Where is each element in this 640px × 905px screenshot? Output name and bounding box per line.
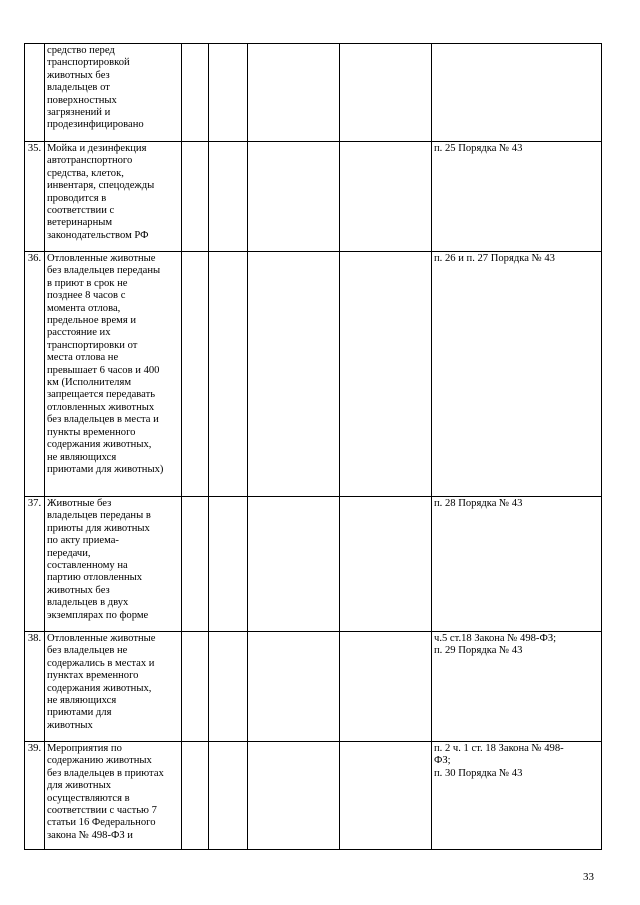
legal-reference: п. 25 Порядка № 43	[432, 142, 602, 252]
legal-reference: п. 28 Порядка № 43	[432, 497, 602, 632]
row-number: 38.	[25, 632, 45, 742]
empty-cell	[182, 632, 209, 742]
empty-cell	[248, 742, 340, 850]
row-number	[25, 44, 45, 142]
empty-cell	[340, 252, 432, 497]
table-row	[25, 632, 602, 742]
empty-cell	[182, 44, 209, 142]
legal-reference	[432, 44, 602, 142]
inspection-checklist-table	[24, 43, 602, 850]
empty-cell	[248, 632, 340, 742]
empty-cell	[340, 44, 432, 142]
table-row	[25, 44, 602, 142]
empty-cell	[340, 142, 432, 252]
requirement-text: средство перед транспортировкой животных без владельцев от поверхностных загрязнений и продезинфицировано	[45, 44, 182, 142]
empty-cell	[182, 497, 209, 632]
empty-cell	[248, 44, 340, 142]
row-number: 36.	[25, 252, 45, 497]
legal-reference: ч.5 ст.18 Закона № 498-ФЗ; п. 29 Порядка № 43	[432, 632, 602, 742]
requirement-text: Мойка и дезинфекция автотранспортного средства, клеток, инвентаря, спецодежды проводится в соответствии с ветеринарным законодательством РФ	[45, 142, 182, 252]
requirement-text: Животные без владельцев переданы в приюты для животных по акту приема- передачи, составленному на партию отловленных животных без владельцев в двух экземплярах по форме	[45, 497, 182, 632]
requirement-text: Мероприятия по содержанию животных без владельцев в приютах для животных осуществляются в соответствии с частью 7 статьи 16 Федерального закона № 498-ФЗ и	[45, 742, 182, 850]
empty-cell	[340, 742, 432, 850]
legal-reference: п. 26 и п. 27 Порядка № 43	[432, 252, 602, 497]
row-number: 39.	[25, 742, 45, 850]
empty-cell	[209, 497, 248, 632]
page-number: 33	[583, 871, 594, 883]
empty-cell	[182, 742, 209, 850]
empty-cell	[209, 632, 248, 742]
empty-cell	[248, 252, 340, 497]
table-row	[25, 252, 602, 497]
requirement-text: Отловленные животные без владельцев переданы в приют в срок не позднее 8 часов с момента отлова, предельное время и расстояние их транспортировки от места отлова не превышает 6 часов и 400 км (Исполнителям запрещается передавать отловленных животных без владельцев в места и пункты временного содержания животных, не являющихся приютами для животных)	[45, 252, 182, 497]
requirement-text: Отловленные животные без владельцев не содержались в местах и пунктах временного содержания животных, не являющихся приютами для животных	[45, 632, 182, 742]
row-number: 37.	[25, 497, 45, 632]
empty-cell	[340, 497, 432, 632]
legal-reference: п. 2 ч. 1 ст. 18 Закона № 498- ФЗ; п. 30 Порядка № 43	[432, 742, 602, 850]
empty-cell	[209, 742, 248, 850]
table-row	[25, 742, 602, 850]
row-number: 35.	[25, 142, 45, 252]
empty-cell	[209, 44, 248, 142]
empty-cell	[248, 497, 340, 632]
empty-cell	[182, 142, 209, 252]
empty-cell	[209, 142, 248, 252]
empty-cell	[182, 252, 209, 497]
table-row	[25, 142, 602, 252]
empty-cell	[340, 632, 432, 742]
empty-cell	[209, 252, 248, 497]
empty-cell	[248, 142, 340, 252]
table-row	[25, 497, 602, 632]
